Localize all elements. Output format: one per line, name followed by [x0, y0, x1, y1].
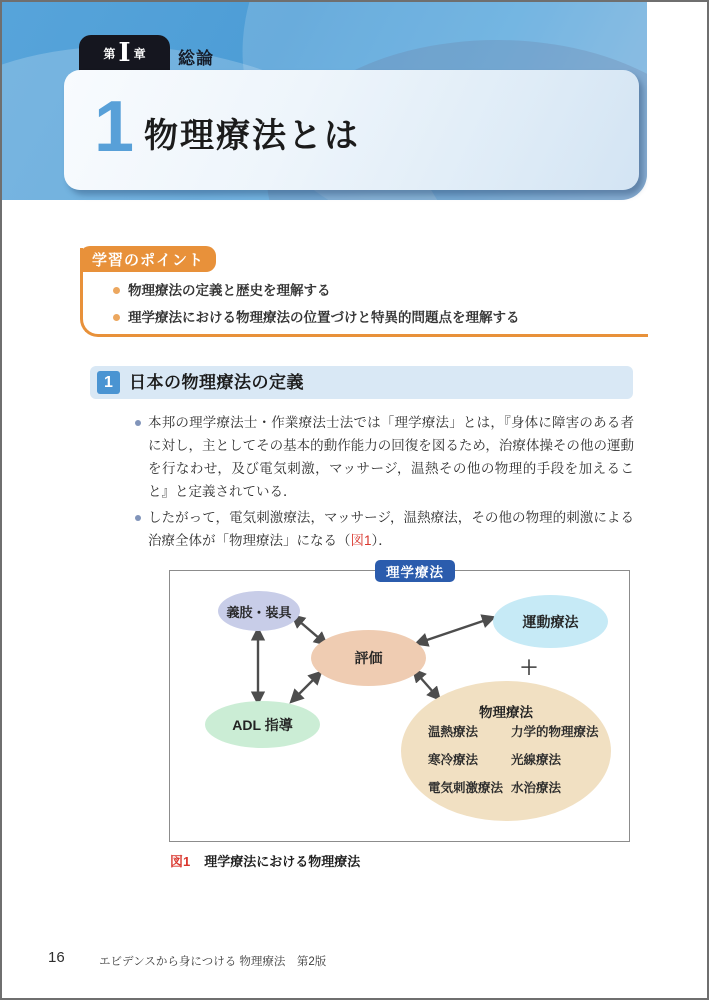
- node-exercise: 運動療法: [493, 595, 608, 648]
- learning-point-item: [113, 308, 633, 327]
- section-number-badge: 1: [97, 371, 120, 394]
- bullet-dot-icon: [135, 420, 141, 426]
- physical-agent-item: 力学的物理療法: [511, 725, 599, 739]
- node-evaluation: 評価: [311, 630, 426, 686]
- physical-agents-right-column: [511, 725, 599, 809]
- figure-caption-label: 図1: [170, 854, 191, 869]
- body-bullet: [135, 506, 634, 552]
- body-bullet-text: 本邦の理学療法士・作業療法士法では「理学療法」とは，『身体に障害のある者に対し，主としてその基本的動作能力の回復を図るため，治療体操その他の運動を行なわせ，及び電気刺激，マッサージ，温熱その他の物理的手段を加えること』と定義されている．: [148, 415, 634, 499]
- learning-point-text: 物理療法の定義と歴史を理解する: [128, 283, 331, 298]
- section-body: [135, 411, 634, 555]
- figure-top-label: 理学療法: [375, 560, 455, 582]
- lesson-title: 物理療法とは: [144, 117, 360, 155]
- node-adl: ADL 指導: [205, 701, 320, 748]
- bullet-dot-icon: [135, 515, 141, 521]
- figure-caption-text: 理学療法における物理療法: [204, 854, 361, 869]
- chapter-name: 総論: [178, 49, 214, 68]
- bullet-dot-icon: [113, 314, 120, 321]
- learning-point-text: 理学療法における物理療法の位置づけと特異的問題点を理解する: [128, 310, 520, 325]
- body-bullet-text: したがって，電気刺激療法，マッサージ，温熱療法，その他の物理的刺激による治療全体が「物理療法」になる（: [148, 510, 634, 548]
- figure-1-diagram: [169, 565, 630, 842]
- physical-agent-item: 光線療法: [511, 753, 562, 767]
- plus-sign: ＋: [519, 658, 539, 679]
- physical-agents-title: 物理療法: [479, 705, 533, 720]
- bullet-dot-icon: [113, 287, 120, 294]
- physical-agent-item: 温熱療法: [428, 725, 479, 739]
- lesson-title-panel: [64, 70, 639, 190]
- body-bullet: [135, 411, 634, 503]
- chapter-numeral: Ⅰ: [118, 38, 131, 67]
- learning-point-item: [113, 281, 633, 300]
- learning-points-list: [113, 281, 633, 335]
- physical-agents-left-column: [428, 725, 503, 809]
- page-number: 16: [48, 949, 65, 966]
- learning-points-badge: 学習のポイント: [80, 246, 216, 272]
- section-heading: 日本の物理療法の定義: [129, 373, 304, 392]
- learning-points-box: [80, 248, 648, 337]
- chapter-suffix: 章: [133, 47, 146, 61]
- figure-reference-link[interactable]: 図1: [350, 533, 372, 548]
- section-heading-bar: [90, 366, 633, 399]
- node-prosthetics: 義肢・装具: [218, 591, 300, 631]
- physical-agent-item: 水治療法: [511, 781, 562, 795]
- figure-caption: [170, 851, 360, 870]
- lesson-number: 1: [94, 87, 135, 167]
- node-physical-agents: [401, 681, 611, 821]
- book-title: エビデンスから身につける 物理療法 第2版: [99, 956, 327, 968]
- physical-agent-item: 寒冷療法: [428, 753, 479, 767]
- chapter-prefix: 第: [103, 47, 116, 61]
- body-bullet-text: ）．: [371, 533, 392, 548]
- physical-agent-item: 電気刺激療法: [428, 781, 504, 795]
